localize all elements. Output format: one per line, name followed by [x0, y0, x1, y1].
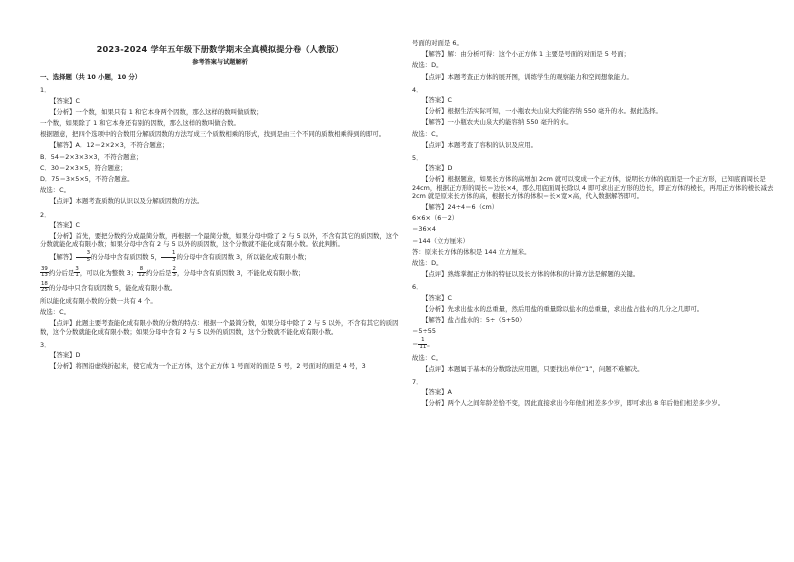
question-1-analysis: 【分析】一个数，如果只有 1 和它本身两个因数，那么这样的数叫做质数； [50, 107, 263, 116]
text: ，分母中含有质因数 3，不能化成有限小数； [176, 268, 305, 277]
numerator: 8 [137, 267, 146, 274]
question-6-answer: 【答案】C [422, 293, 453, 302]
question-2-analysis: 【分析】首先，要把分数约分成最简分数，再根据一个最简分数，如果分母中除了 2 与 5 以外，不含有其它的质因数，这个分数就能化成有限小数；如果分母中含有 2 与 5 以外的质因数，这个分数就不能化成有限小数。依此判断。 [40, 232, 399, 249]
denominator: 1 [75, 272, 79, 279]
question-1-answer: 【答案】C [50, 96, 81, 105]
numerator: 18 [41, 280, 48, 287]
question-5-analysis: 【分析】根据题意，如果长方体的高增加 2cm 就可以变成一个正方体，说明长方体的底面是一个正方形，已知底面周长是 24cm，根据正方形的周长＝边长×4，那么用底面周长除以 4 即可求出正方形的边长，即正方体的棱长，再用正方体的棱长减去 2cm 就是原来长方体的高，根据长方体的体积＝长×宽×高，代入数据解答即可。 [412, 175, 774, 200]
question-2-choice: 故选：C。 [40, 308, 71, 317]
question-1-analysis-2: 一个数，如果除了 1 和它本身还有别的因数，那么这样的数叫做合数。 [40, 119, 240, 128]
question-6-analysis: 【分析】先求出盐水的总重量，然后用盐的重量除以盐水的总重量，求出盐占盐水的几分之几即可。 [422, 304, 704, 313]
text: 约分后是 [145, 268, 172, 277]
question-7-answer: 【答案】A [422, 388, 452, 397]
question-2-conclusion: 所以能化成有限小数的分数一共有 4 个。 [40, 297, 157, 306]
question-3-analysis: 【分析】将图沿虚线折起来，使它成为一个正方体，这个正方体 1 号面对的面是 5 号，2 号面对的面是 4 号，3 [50, 362, 366, 371]
fraction [161, 251, 176, 263]
fraction [40, 267, 49, 279]
question-6-math-1: ＝5÷55 [412, 327, 436, 336]
page-title: 2023-2024 学年五年级下册数学期末全真模拟提分卷（人教版） [96, 44, 344, 54]
question-6-solution: 【解答】盐占盐水的：5÷（5+50） [422, 316, 526, 325]
question-4-answer: 【答案】C [422, 96, 453, 105]
question-6-math-2 [412, 338, 782, 350]
question-5-number: 5． [412, 154, 423, 163]
question-7-number: 7． [412, 378, 423, 387]
question-3-solution: 【解答】解：由分析可得：这个小正方体 1 主要是号面的对面是 5 号面； [422, 50, 630, 59]
question-4-comment: 【点评】本题考查了容积的认识及应用。 [422, 140, 538, 149]
numerator: 1 [418, 338, 427, 345]
question-3-comment: 【点评】本题考查正方体的展开图，训练学生的观察能力和空间想象能力。 [422, 72, 633, 81]
question-2-solution-a [40, 251, 400, 263]
question-3-answer: 【答案】D [50, 351, 81, 360]
section-heading: 一、选择题（共 10 小题，10 分） [40, 73, 142, 82]
question-5-answer: 【答案】D [422, 164, 453, 173]
question-2-solution-b [40, 267, 400, 279]
question-4-number: 4． [412, 85, 423, 94]
numerator: 3 [75, 265, 79, 272]
numerator: 1 [161, 251, 176, 258]
document-page [30, 38, 774, 548]
question-6-choice: 故选：C。 [412, 353, 443, 362]
question-5-math-1: 6×6×（6－2） [412, 214, 459, 223]
question-5-answer-statement: 答：原来长方体的体积是 144 立方厘米。 [412, 247, 531, 256]
denominator: 3 [172, 272, 176, 279]
question-5-math-3: ＝144（立方厘米） [412, 236, 469, 245]
question-1-number: 1． [40, 86, 51, 95]
question-5-math-2: ＝36×4 [412, 225, 436, 234]
question-5-comment: 【点评】熟练掌握正方体的特征以及长方体的体积的计算方法是解题的关键。 [422, 270, 640, 279]
text: ，可以化为整数 3； [79, 268, 138, 277]
question-6-comment: 【点评】本题属于基本的分数除法应用题，只要找出单位“1”，问题不难解决。 [422, 364, 644, 373]
question-3-analysis-continued: 号面的对面是 6。 [412, 39, 463, 47]
question-5-choice: 故选：D。 [412, 259, 443, 268]
question-2-solution-c [40, 282, 400, 294]
question-1-comment: 【点评】本题考查质数的认识以及分解质因数的方法。 [50, 197, 204, 206]
period: 。 [427, 340, 434, 349]
question-2-number: 2． [40, 210, 51, 219]
question-3-choice: 故选：D。 [412, 61, 443, 70]
question-6-number: 6． [412, 283, 423, 292]
fraction [137, 267, 146, 279]
right-column [412, 38, 782, 411]
text: 约分后是 [48, 268, 75, 277]
denominator: 5 [86, 257, 90, 264]
fraction [40, 282, 49, 294]
fraction [418, 338, 427, 350]
numerator: 2 [172, 265, 176, 272]
question-4-solution: 【解答】一小瓶农夫山泉大约能容纳 550 毫升的水。 [422, 118, 573, 127]
text: 的分母中含有质因数 5， [91, 253, 162, 262]
question-2-comment: 【点评】此题主要考查能化成有限小数的分数的特点：根据一个最简分数，如果分母中除了 2 与 5 以外，不含有其它的质因数，这个分数就能化成有限小数；如果分母中含有 2 与 5 以外的质因数，这个分数就不能化成有限小数。 [40, 319, 399, 336]
page-subtitle: 参考答案与试题解析 [192, 59, 248, 66]
question-7-analysis: 【分析】两个人之间年龄差恰不变，因此直接求出今年他们相差多少岁，即可求出 8 年后他们相差多少岁。 [422, 399, 725, 408]
numerator: 3 [76, 251, 91, 258]
fraction [76, 251, 91, 263]
question-1-option-c: C．30＝2×3×5，符合题意； [40, 163, 127, 172]
question-1-analysis-3: 根据题意，把四个选项中的合数用分解质因数的方法写成三个质数相乘的形式，找到是由三个不同的质数相乘得到的即可。 [40, 130, 386, 139]
question-4-choice: 故选：C。 [412, 129, 443, 138]
denominator: 3 [172, 257, 176, 264]
question-1-option-b: B．54＝2×3×3×3，不符合题意； [40, 152, 143, 161]
question-1-choice: 故选：C。 [40, 186, 71, 195]
question-3-number: 3． [40, 340, 51, 349]
left-column [40, 38, 400, 373]
question-1-option-d: D．75＝3×5×5，不符合题意。 [40, 175, 134, 184]
question-5-solution: 【解答】24÷4＝6（cm） [422, 203, 499, 212]
denominator: 25 [41, 287, 48, 294]
numerator: 39 [41, 265, 48, 272]
denominator: 11 [419, 344, 427, 351]
denominator: 12 [138, 272, 145, 279]
question-1-solution: 【解答】A．12＝2×2×3，不符合题意； [50, 141, 169, 150]
text: 的分母中含有质因数 3，所以能化成有限小数； [176, 253, 311, 262]
question-4-analysis: 【分析】根据生活实际可知，一小瓶农夫山泉大约能容纳 550 毫升的水。据此选择。 [422, 107, 662, 116]
solution-label: 【解答】 [50, 253, 76, 262]
text: 的分母中只含有质因数 5，能化成有限小数。 [48, 283, 177, 292]
equals: ＝ [412, 340, 419, 349]
question-2-answer: 【答案】C [50, 220, 81, 229]
denominator: 13 [41, 272, 48, 279]
